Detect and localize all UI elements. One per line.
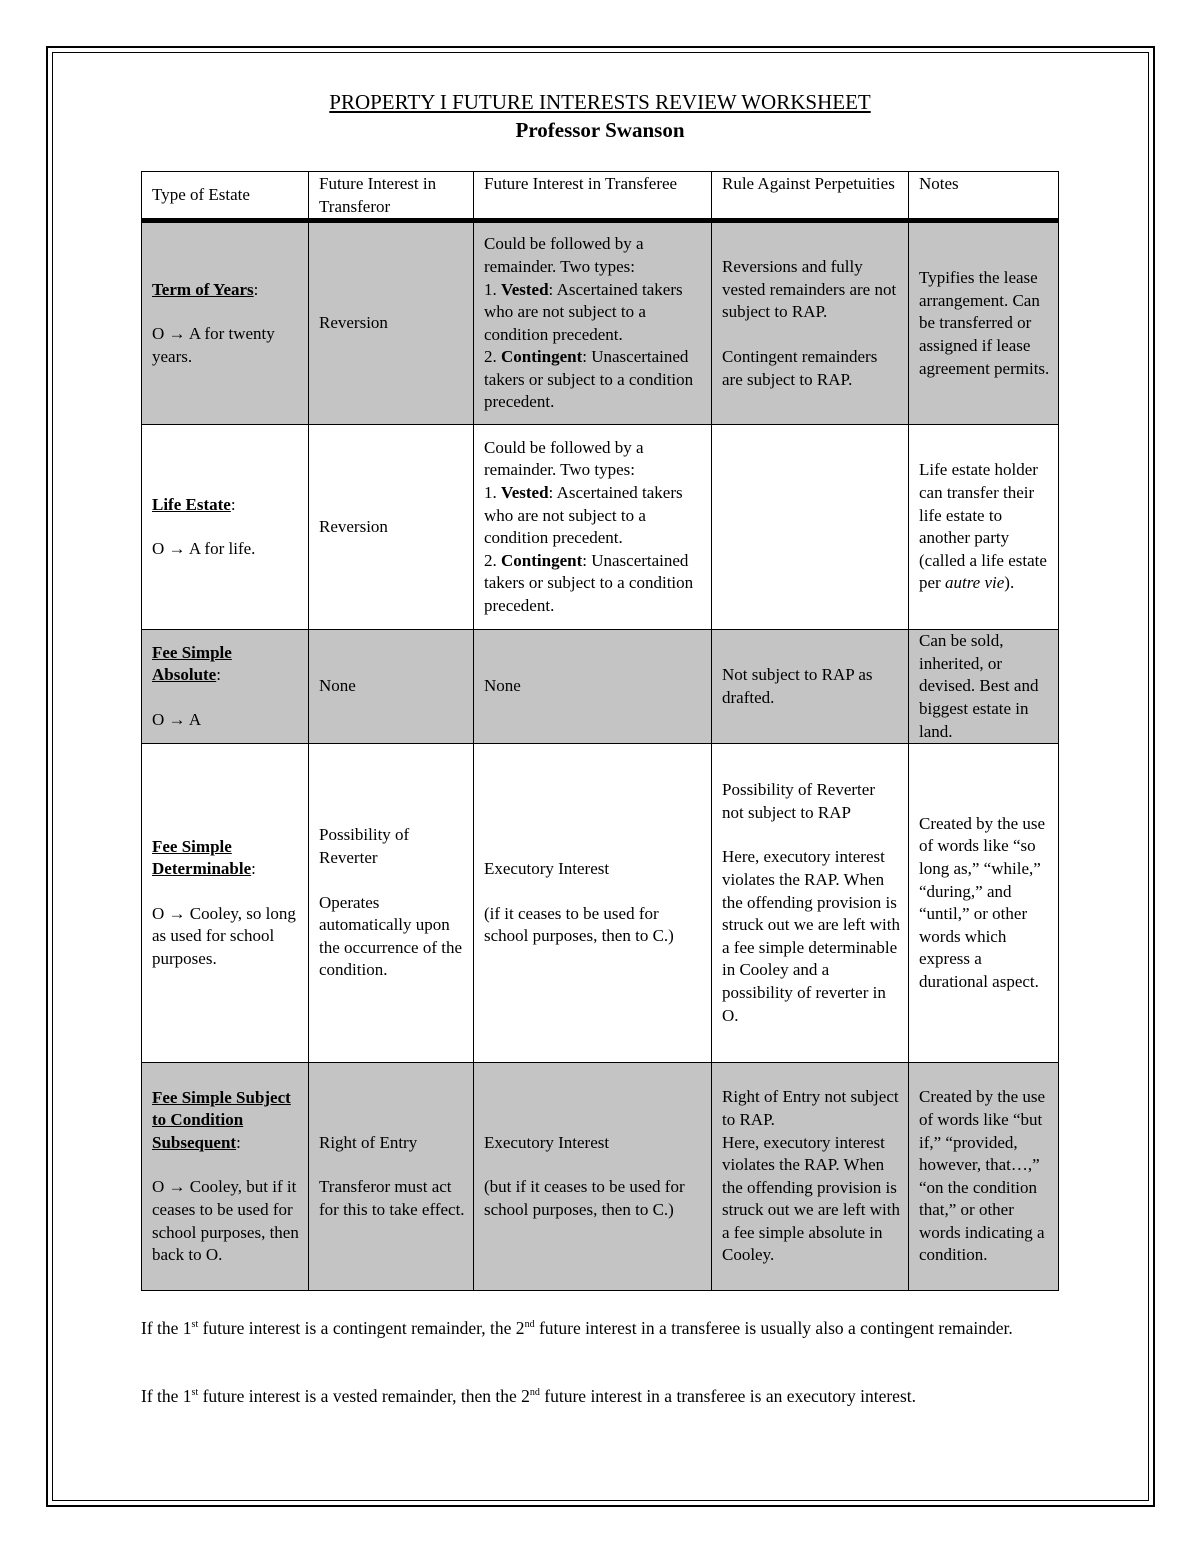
notes-cell <box>909 1063 1059 1291</box>
header-transferee: Future Interest in Transferee <box>474 172 712 221</box>
contingent-label: Contingent <box>501 550 583 570</box>
transferor-text: Right of Entry <box>319 1132 418 1152</box>
rap-text: Possibility of Reverter not subject to RAP <box>722 780 875 822</box>
estate-cell: Fee Simple Subject to Condition Subsequent: O → Cooley, but if it ceases to be used for school purposes, then back to O. <box>142 1063 309 1291</box>
table-row <box>142 630 1059 744</box>
transferee-text: Executory Interest <box>484 859 610 879</box>
vested-text: : Ascertained takers who are not subject to a condition precedent. <box>484 279 683 344</box>
transferor-cell <box>309 744 474 1063</box>
estate-example: O → A for life. <box>152 539 256 559</box>
vested-number: 1. <box>484 483 501 502</box>
table-row <box>142 425 1059 630</box>
rap-cell <box>712 221 909 425</box>
ordinal-suffix: nd <box>529 1387 540 1399</box>
estate-name: Life Estate <box>152 494 231 514</box>
notes-text: Created by the use of words like “but if,” “provided, however, that…,” “on the condition that,” or other words indicating a condition. <box>919 1087 1046 1265</box>
transferor-cell <box>309 221 474 425</box>
rap-text: Here, executory interest violates the RAP. When the offending provision is struck out we are left with a fee simple determinable in Cooley and a possibility of reverter in O. <box>722 847 900 1025</box>
transferor-text: None <box>319 676 356 696</box>
vested-number: 1. <box>484 279 501 299</box>
header-notes: Notes <box>909 172 1059 221</box>
table-row <box>142 221 1059 425</box>
transferor-detail: Transferor must act for this to take effect. <box>319 1177 465 1219</box>
rap-cell <box>712 630 909 744</box>
estate-example: O → A for twenty years. <box>152 324 275 366</box>
ordinal-suffix: st <box>191 1319 199 1331</box>
rap-cell <box>712 425 909 630</box>
notes-text-end: ). <box>1004 573 1015 593</box>
rap-text: Here, executory interest violates the RAP. When the offending provision is struck out we are left with a fee simple absolute in Cooley. <box>722 1132 900 1265</box>
header-rap: Rule Against Perpetuities <box>712 172 909 221</box>
transferee-cell <box>474 425 712 630</box>
notes-text: Can be sold, inherited, or devised. Best and biggest estate in land. <box>919 631 1039 741</box>
rap-text: Right of Entry not subject to RAP. <box>722 1087 899 1129</box>
notes-cell <box>909 221 1059 425</box>
estate-cell: Life Estate: O → A for life. <box>142 425 309 630</box>
transferor-detail: Operates automatically upon the occurrence of the condition. <box>319 892 462 980</box>
footnote-vested <box>141 1385 1058 1408</box>
transferee-text: Executory Interest <box>484 1132 610 1152</box>
transferee-detail: (if it ceases to be used for school purposes, then to C.) <box>484 903 674 946</box>
transferee-detail: (but if it ceases to be used for school purposes, then to C.) <box>484 1177 685 1219</box>
vested-label: Vested <box>501 483 549 502</box>
worksheet-subtitle: Professor Swanson <box>515 118 685 142</box>
rap-cell <box>712 744 909 1063</box>
transferee-cell <box>474 630 712 744</box>
estate-name: Fee Simple Determinable <box>152 836 252 879</box>
footnote-text: future interest in a transferee is an executory interest. <box>539 1386 916 1406</box>
transferor-cell <box>309 425 474 630</box>
transferor-cell <box>309 630 474 744</box>
ordinal-suffix: st <box>191 1387 199 1399</box>
estate-cell: Term of Years: O → A for twenty years. <box>142 221 309 425</box>
transferee-intro: Could be followed by a remainder. Two types: <box>484 437 644 480</box>
future-interests-table <box>141 171 1059 1291</box>
notes-text: Created by the use of words like “so long as,” “while,” “during,” and “until,” or other words which express a durational aspect. <box>919 813 1046 991</box>
transferor-text: Possibility of Reverter <box>319 825 410 867</box>
footnote-text: future interest in a transferee is usually also a contingent remainder. <box>534 1318 1013 1338</box>
transferee-cell <box>474 221 712 425</box>
transferee-text: None <box>484 676 521 696</box>
header-type-of-estate: Type of Estate <box>142 172 309 221</box>
vested-text: : Ascertained takers who are not subject to a condition precedent. <box>484 483 683 548</box>
estate-cell: Fee Simple Determinable: O → Cooley, so long as used for school purposes. <box>142 744 309 1063</box>
transferee-cell <box>474 744 712 1063</box>
footnote-text: future interest is a contingent remainder, the 2 <box>198 1318 525 1338</box>
contingent-label: Contingent <box>501 347 583 367</box>
transferor-cell <box>309 1063 474 1291</box>
worksheet-title: PROPERTY I FUTURE INTERESTS REVIEW WORKSHEET <box>329 90 871 114</box>
contingent-text: : Unascertained takers or subject to a condition precedent. <box>484 347 694 412</box>
ordinal-suffix: nd <box>524 1319 535 1331</box>
contingent-text: : Unascertained takers or subject to a condition precedent. <box>484 550 694 615</box>
footnote-text: future interest is a vested remainder, then the 2 <box>198 1386 530 1406</box>
table-row <box>142 1063 1059 1291</box>
notes-text: Typifies the lease arrangement. Can be transferred or assigned if lease agreement permits. <box>919 268 1050 378</box>
notes-cell <box>909 744 1059 1063</box>
footnote-contingent <box>141 1317 1058 1340</box>
contingent-number: 2. <box>484 550 501 570</box>
estate-name: Fee Simple Subject to Condition Subsequent <box>152 1087 291 1152</box>
contingent-number: 2. <box>484 347 501 367</box>
estate-name: Fee Simple Absolute <box>152 642 232 685</box>
estate-example: O → A <box>152 709 202 729</box>
transferee-intro: Could be followed by a remainder. Two types: <box>484 234 644 276</box>
table-row <box>142 744 1059 1063</box>
transferor-text: Reversion <box>319 313 388 333</box>
header-transferor: Future Interest in Transferor <box>309 172 474 221</box>
rap-cell <box>712 1063 909 1291</box>
table-header-row <box>142 172 1059 221</box>
notes-text: Life estate holder can transfer their life estate to another party (called a life estate per <box>919 460 1047 593</box>
footnote-text: If the 1 <box>141 1318 192 1338</box>
rap-text: Contingent remainders are subject to RAP. <box>722 346 878 389</box>
estate-example: O → Cooley, so long as used for school purposes. <box>152 903 296 969</box>
transferee-cell <box>474 1063 712 1291</box>
estate-example: O → Cooley, but if it ceases to be used for school purposes, then back to O. <box>152 1177 299 1265</box>
estate-cell: Fee Simple Absolute: O → A <box>142 630 309 744</box>
transferor-text: Reversion <box>319 516 388 536</box>
rap-text: Reversions and fully vested remainders are not subject to RAP. <box>722 257 897 322</box>
notes-cell <box>909 425 1059 630</box>
estate-name: Term of Years <box>152 279 254 299</box>
rap-text: Not subject to RAP as drafted. <box>722 665 873 707</box>
vested-label: Vested <box>501 279 549 299</box>
notes-cell <box>909 630 1059 744</box>
footnote-text: If the 1 <box>141 1386 192 1406</box>
notes-italic: autre vie <box>944 573 1005 593</box>
